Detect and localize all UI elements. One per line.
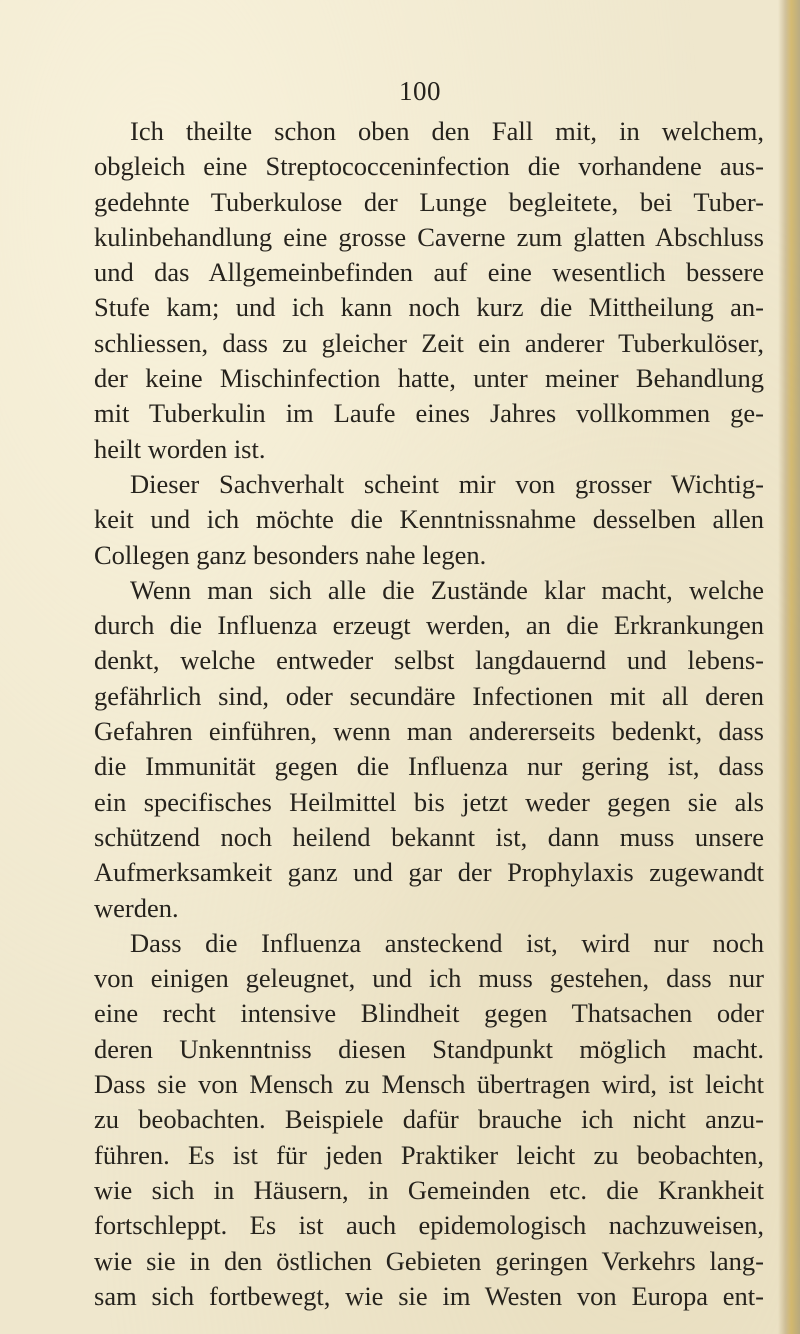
text-line: fortschleppt. Es ist auch epidemologisch nachzuweisen, xyxy=(94,1210,764,1241)
text-line: kulinbehandlung eine grosse Caverne zum glatten Abschluss xyxy=(94,221,764,252)
text-line: werden. xyxy=(94,892,179,923)
text-line: deren Unkenntniss diesen Standpunkt möglich macht. xyxy=(94,1033,764,1064)
text-line: durch die Influenza erzeugt werden, an die Erkrankungen xyxy=(94,610,764,641)
text-line: Aufmerksamkeit ganz und gar der Prophylaxis zugewandt xyxy=(94,857,764,888)
text-line: schliessen, dass zu gleicher Zeit ein anderer Tuberkulöser, xyxy=(94,327,764,358)
text-line: wie sich in Häusern, in Gemeinden etc. die Krankheit xyxy=(94,1174,764,1205)
text-line: Dass sie von Mensch zu Mensch übertragen wird, ist leicht xyxy=(94,1069,764,1100)
text-line: von einigen geleugnet, und ich muss gestehen, dass nur xyxy=(94,963,764,994)
text-line: Gefahren einführen, wenn man andererseits bedenkt, dass xyxy=(94,716,764,747)
text-line: und das Allgemeinbefinden auf eine wesentlich bessere xyxy=(94,257,764,288)
text-line: zu beobachten. Beispiele dafür brauche ich nicht anzu- xyxy=(94,1104,764,1135)
text-line: führen. Es ist für jeden Praktiker leicht zu beobachten, xyxy=(94,1139,764,1170)
text-line: Dieser Sachverhalt scheint mir von grosser Wichtig- xyxy=(130,468,764,499)
page-number: 100 xyxy=(399,76,441,106)
text-line: keit und ich möchte die Kenntnissnahme desselben allen xyxy=(94,504,764,535)
text-line: der keine Mischinfection hatte, unter meiner Behandlung xyxy=(94,363,764,394)
text-line: schützend noch heilend bekannt ist, dann muss unsere xyxy=(94,821,764,852)
text-line: Collegen ganz besonders nahe legen. xyxy=(94,539,487,570)
text-line: die Immunität gegen die Influenza nur gering ist, dass xyxy=(94,751,764,782)
text-line: sam sich fortbewegt, wie sie im Westen von Europa ent- xyxy=(94,1280,764,1311)
page-edge-shadow xyxy=(778,0,800,1334)
body-text xyxy=(94,114,764,1314)
text-line: denkt, welche entweder selbst langdauernd und lebens- xyxy=(94,645,764,676)
text-line: gedehnte Tuberkulose der Lunge begleitete, bei Tuber- xyxy=(94,186,764,217)
text-line: ein specifisches Heilmittel bis jetzt weder gegen sie als xyxy=(94,786,764,817)
text-line: wie sie in den östlichen Gebieten geringen Verkehrs lang- xyxy=(94,1245,764,1276)
text-line: Stufe kam; und ich kann noch kurz die Mittheilung an- xyxy=(94,292,764,323)
text-line: Dass die Influenza ansteckend ist, wird nur noch xyxy=(130,927,764,958)
text-line: Wenn man sich alle die Zustände klar macht, welche xyxy=(130,574,764,605)
text-line: heilt worden ist. xyxy=(94,433,266,464)
text-line: Ich theilte schon oben den Fall mit, in welchem, xyxy=(130,116,764,146)
text-line: gefährlich sind, oder secundäre Infectionen mit all deren xyxy=(94,680,764,711)
text-line: eine recht intensive Blindheit gegen Thatsachen oder xyxy=(94,998,764,1029)
text-line: mit Tuberkulin im Laufe eines Jahres vollkommen ge- xyxy=(94,398,764,429)
text-line: obgleich eine Streptococceninfection die vorhandene aus- xyxy=(94,151,764,182)
